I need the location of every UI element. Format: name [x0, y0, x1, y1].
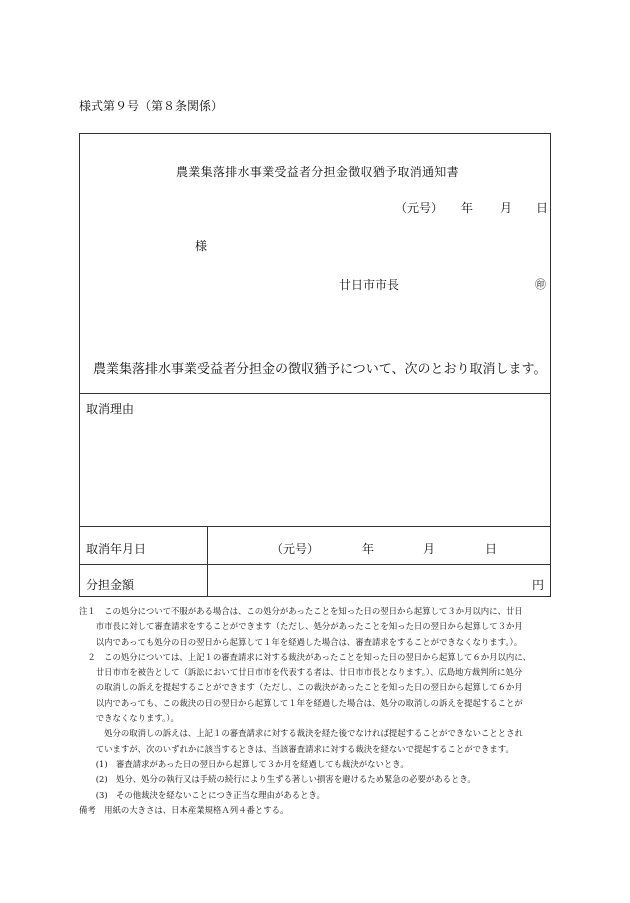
issue-date-year: 年 [461, 201, 474, 215]
issuer-name: 廿日市市長 [339, 278, 400, 292]
amount-unit: 円 [532, 578, 545, 592]
divider-amount [80, 564, 550, 565]
note-line: 以内であっても、この裁決の日の翌日から起算して１年を経過した場合は、処分の取消しの訴えを提起することが [79, 697, 523, 708]
seal-mark: ㊞ [535, 278, 546, 291]
cancel-date-era: （元号） [271, 542, 320, 556]
amount-label: 分担金額 [86, 578, 135, 592]
label-column-divider [207, 526, 208, 597]
remarks-line: 備考 用紙の大きさは、日本産業規格Ａ列４番とする。 [79, 804, 289, 815]
intro-text: 農業集落排水事業受益者分担金の徴収猶予について、次のとおり取消します。 [93, 362, 547, 377]
note-line: (2) 処分、処分の執行又は手続の続行により生ずる著しい損害を避けるため緊急の必要があるとき。 [79, 774, 476, 785]
note-line: 以内であっても処分の日の翌日から起算して１年を経過した場合は、審査請求をすることができなくなります。）。 [79, 636, 523, 647]
note-line: の取消しの訴えを提起することができます（ただし、この裁決があったことを知った日の翌日から起算して６か月 [79, 682, 523, 693]
note-line: ２ この処分については、上記１の審査請求に対する裁決があったことを知った日の翌日から起算して６か月以内に、 [79, 651, 531, 662]
note-line: できなくなります。）。 [79, 713, 179, 724]
reason-label: 取消理由 [86, 402, 135, 416]
cancel-date-year: 年 [362, 542, 375, 556]
cancel-date-day: 日 [485, 542, 498, 556]
divider-reason [80, 393, 550, 394]
note-line: 処分の取消しの訴えは、上記１の審査請求に対する裁決を経た後でなければ提起することができないこととされ [79, 728, 523, 739]
form-number: 様式第９号（第８条関係） [79, 99, 224, 113]
addressee-suffix: 様 [195, 239, 208, 253]
document-title: 農業集落排水事業受益者分担金徴収猶予取消通知書 [176, 165, 459, 179]
note-line: ていますが、次のいずれかに該当するときは、当該審査請求に対する裁決を経ないで提起することができます。 [79, 743, 514, 754]
issue-date-era: （元号） [395, 201, 444, 215]
note-line: 注１ この処分について不服がある場合は、この処分があったことを知った日の翌日から起算して３か月以内に、廿日 [79, 606, 523, 616]
note-line: 市市長に対して審査請求をすることができます（ただし、処分があったことを知った日の翌日から起算して３か月 [79, 621, 523, 632]
notice-form-frame [79, 133, 551, 597]
notes-section [79, 604, 559, 818]
cancel-date-label: 取消年月日 [86, 542, 147, 556]
divider-cancel-date [80, 526, 550, 527]
note-line: 廿日市市を被告として（訴訟において廿日市市を代表する者は、廿日市市長となります。）、広島地方裁判所に処分 [79, 667, 523, 678]
issue-date-month: 月 [500, 201, 513, 215]
note-line: (1) 審査請求があった日の翌日から起算して３か月を経過しても裁決がないとき。 [79, 758, 409, 769]
cancel-date-month: 月 [423, 542, 436, 556]
note-line: (3) その他裁決を経ないことにつき正当な理由があるとき。 [79, 789, 325, 800]
issue-date-day: 日 [536, 201, 549, 215]
